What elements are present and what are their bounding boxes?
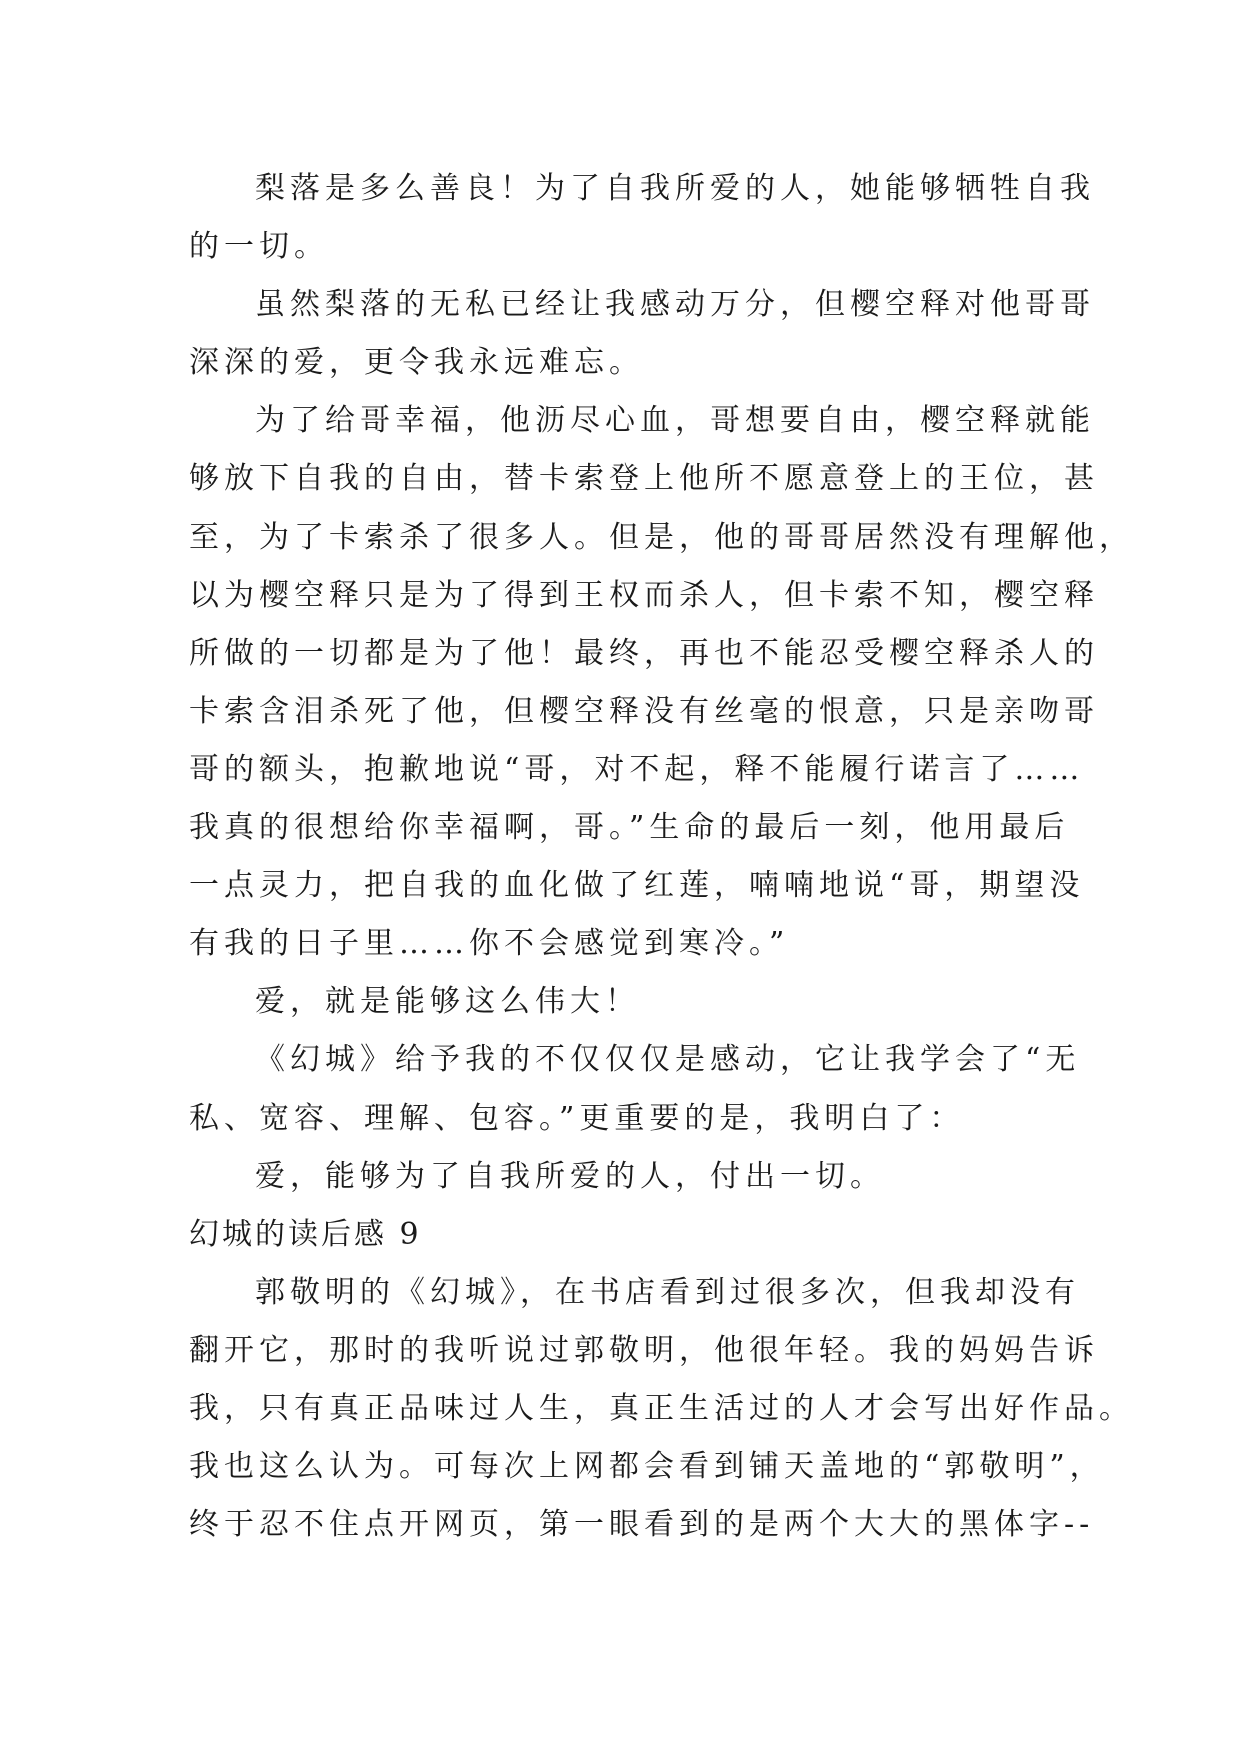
text-line: 的一切。 [189, 229, 329, 265]
text-line: 《幻城》给予我的不仅仅仅是感动，它让我学会了“无 [255, 1042, 1081, 1078]
text-line: 为了给哥幸福，他沥尽心血，哥想要自由，樱空释就能 [255, 403, 1095, 439]
text-line: 私、宽容、理解、包容。”更重要的是，我明白了： [189, 1100, 965, 1136]
text-line: 以为樱空释只是为了得到王权而杀人，但卡索不知，樱空释 [189, 577, 1099, 613]
text-line: 够放下自我的自由，替卡索登上他所不愿意登上的王位，甚 [189, 461, 1099, 497]
text-line: 卡索含泪杀死了他，但樱空释没有丝毫的恨意，只是亲吻哥 [189, 693, 1099, 729]
text-line: 我真的很想给你幸福啊，哥。”生命的最后一刻，他用最后 [189, 810, 1070, 846]
text-line: 爱，能够为了自我所爱的人，付出一切。 [255, 1158, 885, 1194]
text-line: 爱，就是能够这么伟大！ [255, 984, 640, 1020]
text-line: 翻开它，那时的我听说过郭敬明，他很年轻。我的妈妈告诉 [189, 1332, 1099, 1368]
text-line: 有我的日子里……你不会感觉到寒冷。” [189, 926, 790, 962]
text-line: 终于忍不住点开网页，第一眼看到的是两个大大的黑体字-- [189, 1507, 1095, 1543]
text-line: 至，为了卡索杀了很多人。但是，他的哥哥居然没有理解他， [189, 519, 1134, 555]
section-heading: 幻城的读后感 9 [189, 1216, 422, 1252]
text-line: 我，只有真正品味过人生，真正生活过的人才会写出好作品。 [189, 1390, 1134, 1426]
text-line: 虽然梨落的无私已经让我感动万分，但樱空释对他哥哥 [255, 287, 1095, 323]
text-line: 深深的爱，更令我永远难忘。 [189, 345, 644, 381]
text-line: 哥的额头，抱歉地说“哥，对不起，释不能履行诺言了…… [189, 751, 1085, 787]
text-line: 我也这么认为。可每次上网都会看到铺天盖地的“郭敬明”， [189, 1449, 1105, 1485]
document-body [189, 160, 1134, 1554]
text-line: 一点灵力，把自我的血化做了红莲，喃喃地说“哥，期望没 [189, 868, 1085, 904]
text-line: 梨落是多么善良！为了自我所爱的人，她能够牺牲自我 [255, 171, 1095, 206]
text-line: 郭敬明的《幻城》，在书店看到过很多次，但我却没有 [255, 1274, 1080, 1310]
text-line: 所做的一切都是为了他！最终，再也不能忍受樱空释杀人的 [189, 635, 1099, 671]
